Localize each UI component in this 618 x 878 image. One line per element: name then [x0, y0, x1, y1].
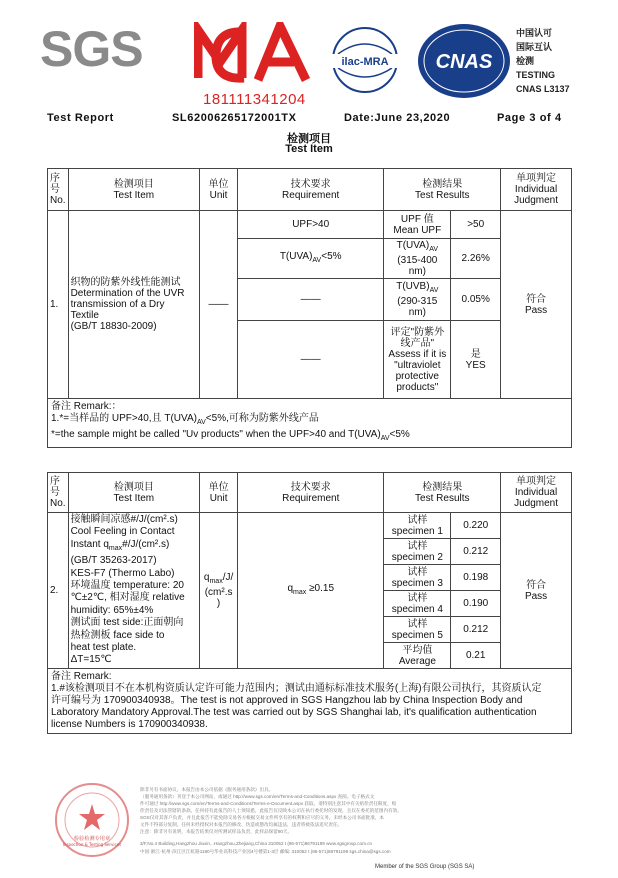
cma-logo-text: CMA [194, 22, 197, 23]
ilac-text: ilac-MRA [341, 56, 389, 68]
sgs-member-note: Member of the SGS Group (SGS SA) [375, 864, 475, 870]
specimen-label: 试样 specimen 3 [384, 565, 451, 591]
cma-logo [194, 22, 312, 86]
footer-line: 除非另有书面协议，本报告由本公司依据《服务通用条款》出具。 [140, 787, 274, 792]
section-title-cn: 检测项目 [287, 133, 331, 145]
report-date: Date:June 23,2020 [344, 112, 451, 124]
col-unit-header: 单位 Unit [200, 473, 238, 513]
remark-line: *=the sample might be called "Uv products" when the UPF>40 and $T(UVA)_{AV}<5\%$ [51, 429, 410, 442]
result-label: UPF 值 Mean UPF [384, 211, 451, 239]
col-no-header: 序 号 No. [48, 169, 69, 211]
specimen-value: 0.220 [451, 513, 501, 539]
col-item-header: 检测项目 Test Item [68, 473, 200, 513]
col-unit-header: 单位 Unit [200, 169, 238, 211]
col-requirement-header: 技术要求 Requirement [238, 473, 384, 513]
specimen-value: 0.212 [451, 617, 501, 643]
specimen-label: 试样 specimen 4 [384, 591, 451, 617]
test-item-description: 织物的防紫外线性能测试 Determination of the UVR transmission of a Dry Textile (GB/T 18830-2009) [68, 211, 200, 399]
table-row [48, 211, 572, 239]
report-number: SL62006265172001TX [172, 112, 297, 124]
cnas-line: TESTING [516, 70, 556, 80]
result-value: 2.26% [451, 239, 501, 279]
specimen-label: 试样 specimen 5 [384, 617, 451, 643]
judgment: 符合 Pass [501, 513, 572, 669]
cnas-line: 检测 [516, 56, 535, 66]
table-header-row [48, 473, 572, 513]
remark-line: 许可编号为 170900340938。The test is not approved in SGS Hangzhou lab by China Inspection Body and [51, 695, 523, 706]
remark-line: Laboratory Mandatory Approval.The test was carried out by SGS Shanghai lab, it's qualification authentication [51, 707, 537, 718]
footer-address-en: 3/F,No.4 Building,Hangzhou Jiuxin...Hangzhou,Zhejiang,China 310052 t (86-571)86791199 www.sgsgroup.com.cn [140, 841, 373, 846]
test-table-1 [47, 168, 572, 448]
stamp-text: 检验检测专用章 [73, 836, 111, 842]
cnas-line: 国际互认 [516, 42, 553, 52]
table-row [48, 513, 572, 539]
footer-line: 偿责任及司法管辖的条款。任何持有此报告的人士须知悉，此报告仅反映本公司在执行委托时的发现，且仅在委托的范围内有效。 [140, 808, 402, 813]
specimen-value: 0.198 [451, 565, 501, 591]
page-number: Page 3 of 4 [497, 112, 562, 124]
average-value: 0.21 [451, 643, 501, 669]
footer-address-cn: 中国·浙江·杭州·滨江区江虹路1180号华业高科技产业园4号楼第1-3层 邮编: 310052 t (86-571)86791199 sgs.china@sgs.com [140, 849, 391, 854]
specimen-label: 试样 specimen 2 [384, 539, 451, 565]
section-title-en: Test Item [285, 143, 333, 155]
footer-line: 件可通过 http://www.sgs.com/en/Terms-and-Conditions/Terms-e-Document.aspx 获取。请特别注意其中有关赔偿责任限度，赔 [140, 801, 397, 806]
remark-row [48, 669, 572, 734]
result-value: 是 YES [451, 321, 501, 399]
row-number: 2. [48, 513, 69, 669]
report-label: Test Report [47, 112, 114, 124]
col-requirement-header: 技术要求 Requirement [237, 169, 383, 211]
result-label: $T(UVA)_{AV}$ (315-400 nm) [384, 239, 451, 279]
result-value: >50 [451, 211, 501, 239]
test-table-2 [47, 472, 572, 734]
col-results-header: 检测结果 Test Results [384, 473, 501, 513]
footer-line: （服务通用条款）刊登于本公司网站，或通过 http://www.sgs.com/en/Terms-and-Conditions.aspx 查阅。电子格式文 [140, 794, 375, 799]
specimen-value: 0.212 [451, 539, 501, 565]
inspection-stamp [48, 780, 136, 860]
requirement: UPF>40 [237, 211, 383, 239]
col-judgment-header: 单项判定 Individual Judgment [501, 473, 572, 513]
unit-value: —— [200, 211, 238, 399]
remark-title: 备注 Remark: [51, 671, 112, 682]
footer-line: SGS仅对其客户负责，并且此报告不能免除交易各方根据交易文件所享有的权利和应尽的义务。未经本公司书面批准，本 [140, 815, 384, 820]
footer-terms [140, 786, 480, 835]
remark-row [48, 399, 572, 448]
remark-line: license Numbers is 170900340938. [51, 719, 208, 730]
remark-line: 1.#该检测项目不在本机构资质认定许可能力范围内；测试由通标标准技术服务(上海)有限公司执行，其资质认定 [51, 683, 542, 694]
requirement: $T(UVA)_{AV}<5\%$ [237, 239, 383, 279]
cnas-line: CNAS L3137 [516, 84, 570, 94]
remark [48, 399, 572, 448]
requirement: —— [237, 321, 383, 399]
col-results-header: 检测结果 Test Results [384, 169, 501, 211]
col-item-header: 检测项目 Test Item [68, 169, 200, 211]
ilac-mra-logo [322, 24, 408, 96]
result-label: 评定"防紫外 线产品" Assess if it is "ultraviolet protective products" [384, 321, 451, 399]
requirement: —— [237, 279, 383, 321]
remark-line: 1.*=当样品的 UPF>40,且 $T(UVA)_{AV}<5\%$,可称为防紫外线产品 [51, 413, 319, 426]
remark [48, 669, 572, 734]
col-no-header: 序 号 No. [48, 473, 69, 513]
remark-title: 备注 Remark:： [51, 401, 122, 412]
result-value: 0.05% [451, 279, 501, 321]
cnas-line: 中国认可 [516, 28, 553, 38]
specimen-label: 试样 specimen 1 [384, 513, 451, 539]
cnas-accreditation-text [516, 26, 570, 96]
result-label: $T(UVB)_{AV}$ (290-315 nm) [384, 279, 451, 321]
footer-line: 文件不得部分复制。任何未经授权对本报告的修改、伪造或篡改均属违法，违者将被依法追究责任。 [140, 822, 343, 827]
cnas-text: CNAS [435, 51, 493, 73]
requirement: $q_{max} \ge 0.15$ [238, 513, 384, 669]
cnas-logo [416, 22, 512, 100]
cma-number: 181111341204 [203, 91, 306, 108]
footer-line: 注意：除非另有说明，本报告结果仅对所测试样品负责，此样品保留90天。 [140, 829, 293, 834]
specimen-value: 0.190 [451, 591, 501, 617]
col-judgment-header: 单项判定 Individual Judgment [501, 169, 572, 211]
test-item-description: 接触瞬间凉感#/J/(cm².s) Cool Feeling in Contact Instant $q_{max}\#/J/(cm^2.s)$ (GB/T 35263-2017) KES-F7 (Thermo Labo) 环境温度 temperature: 20 ℃±2℃, 相对湿度 relative humidity: 65%±4% 测试面 test side:正面朝向 热检测板 face side to heat test plate. ΔT=15℃ [68, 513, 200, 669]
average-label: 平均值 Average [384, 643, 451, 669]
row-number: 1. [48, 211, 69, 399]
stamp-text: Inspection & Testing Services [62, 842, 122, 847]
unit-value: $q_{max}/J/$ (cm².s ) [200, 513, 238, 669]
sgs-logo: SGS [40, 21, 143, 77]
table-header-row [48, 169, 572, 211]
judgment: 符合 Pass [501, 211, 572, 399]
